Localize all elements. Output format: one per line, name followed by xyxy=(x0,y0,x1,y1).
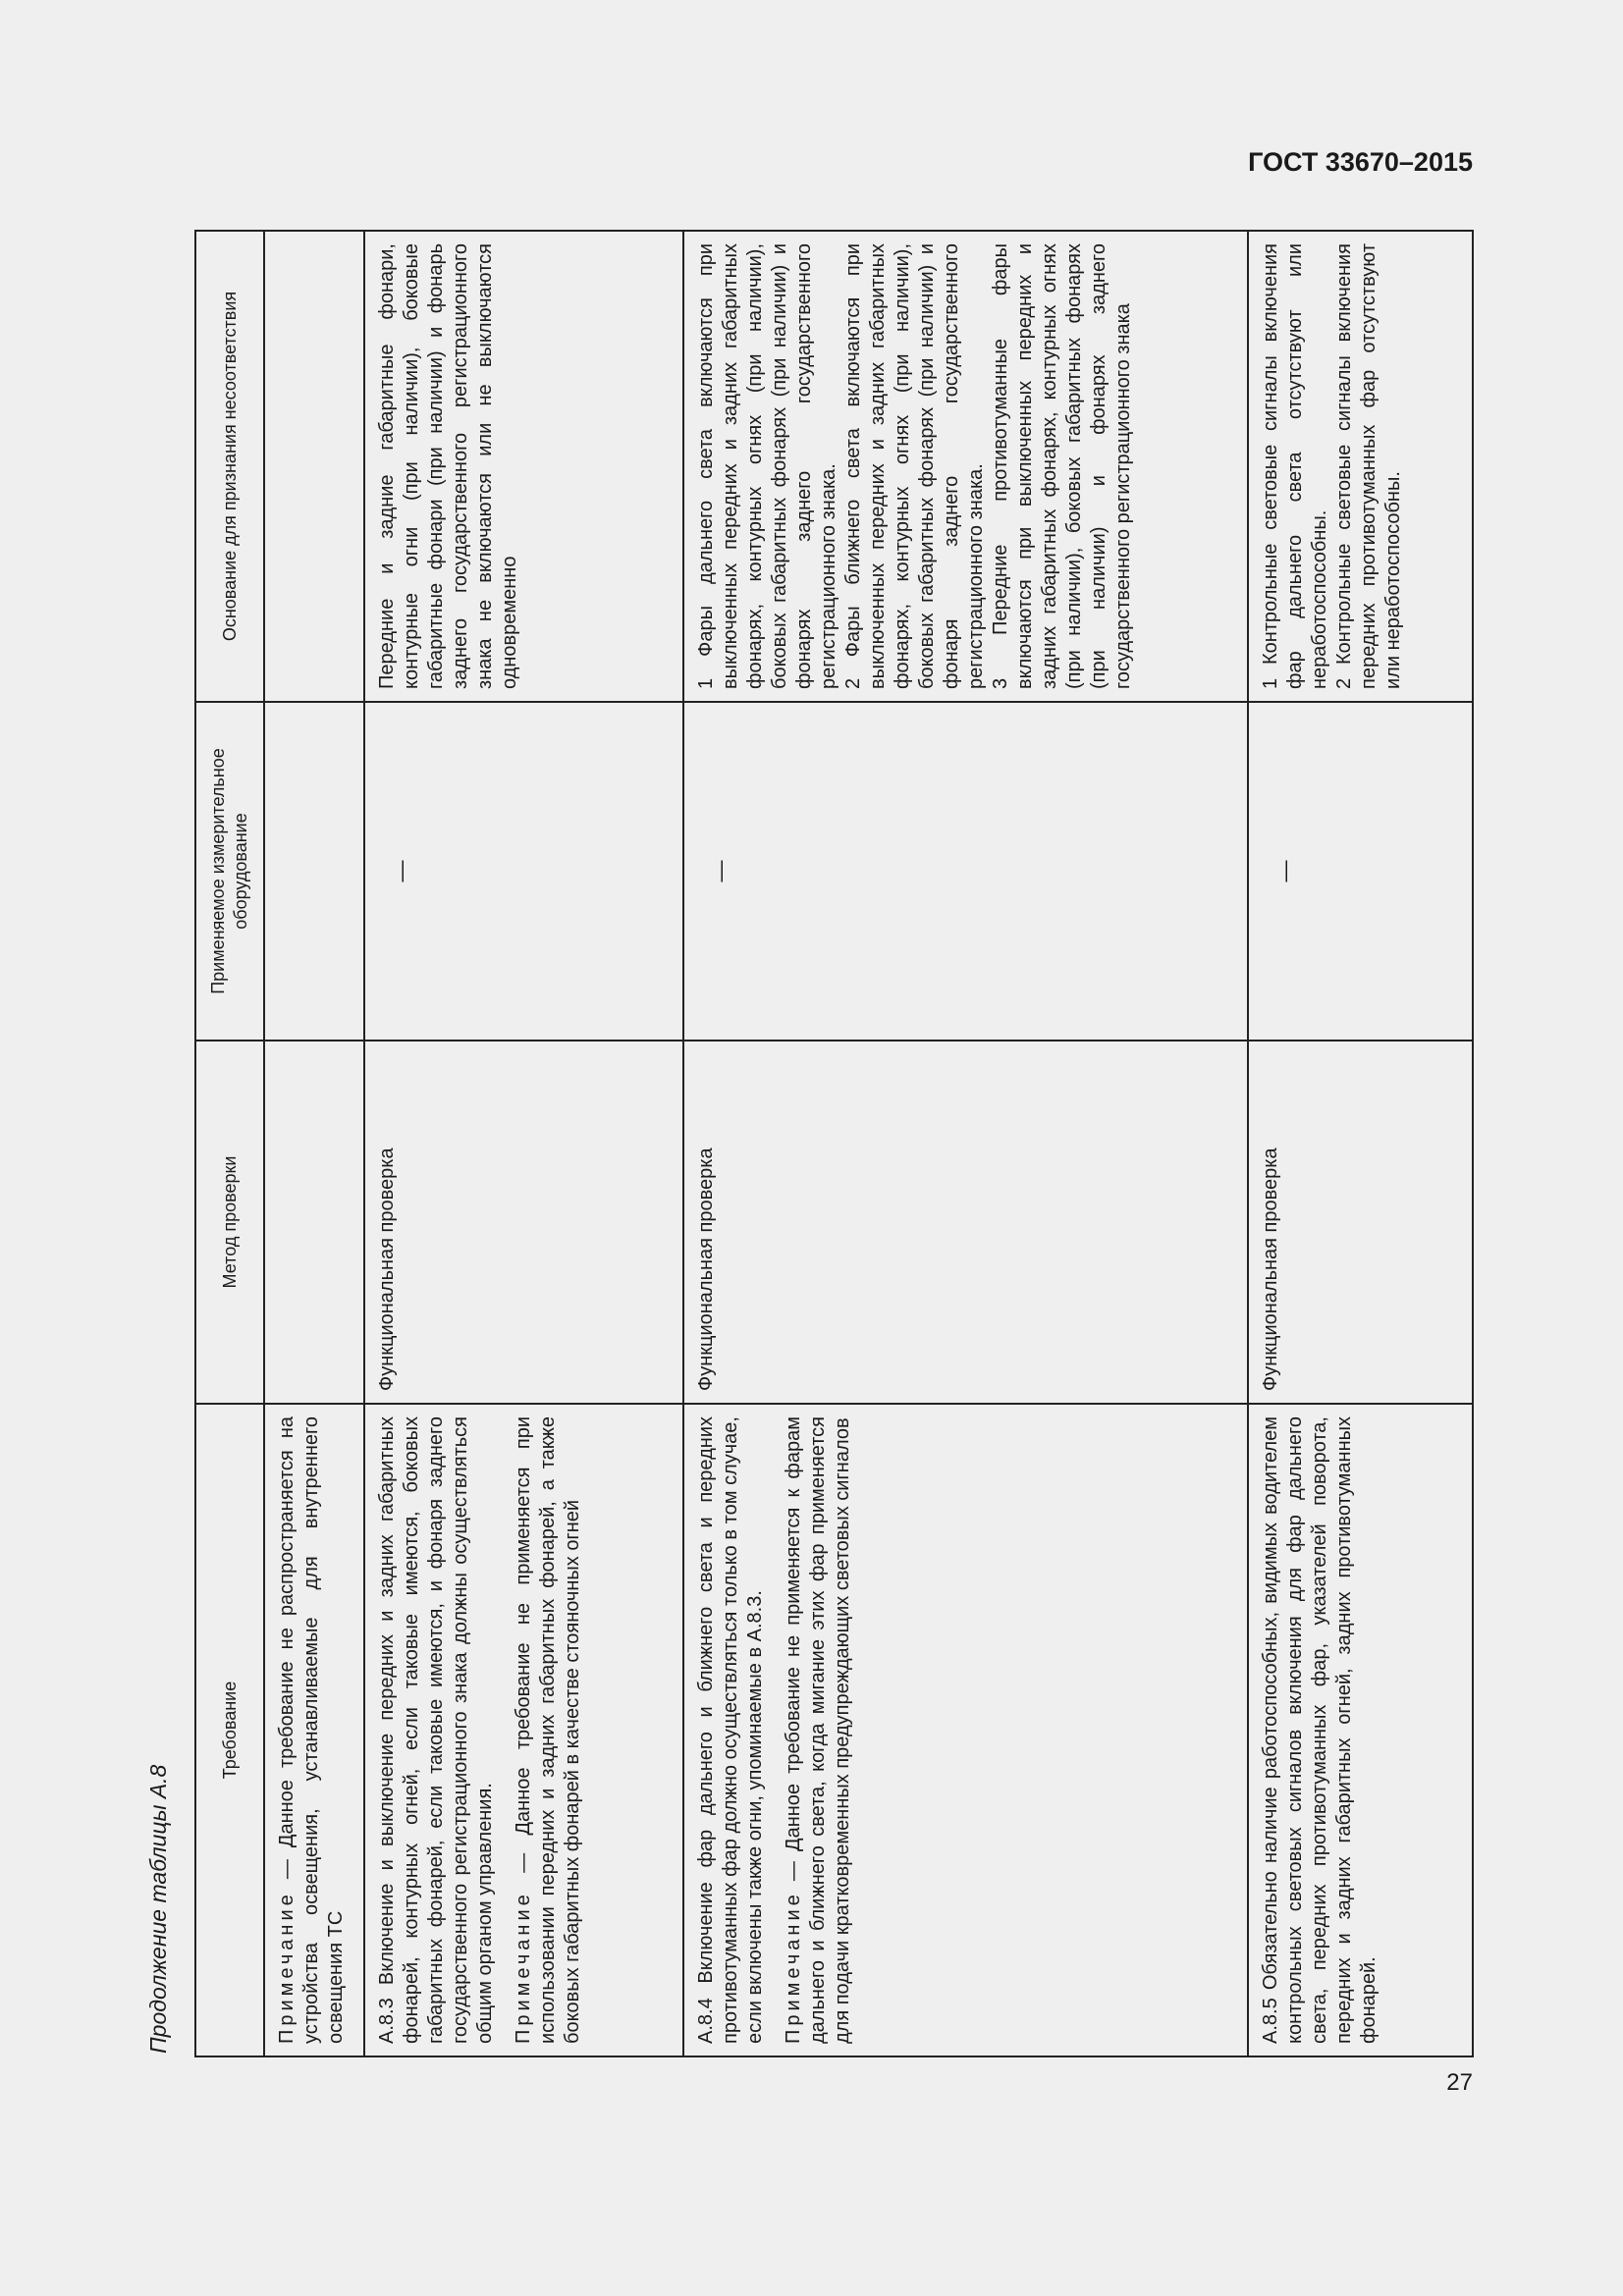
note-label: Примечание xyxy=(783,1891,804,2044)
cell-method: Функциональная проверка xyxy=(683,1041,1248,1404)
table-header-row xyxy=(195,231,264,2056)
requirement-paragraph: А.8.5 Обязательно наличие работоспособных, видимых водителем контрольных световых сигналов включения для фар дальнего света, передних противотуманных фар, указателей поворота, передних и задних габаритных огней, задних противотуманных фонарей. xyxy=(1260,1416,1380,2044)
table-row xyxy=(1248,231,1473,2056)
cell-equipment: — xyxy=(1248,702,1473,1041)
cell-basis xyxy=(683,231,1248,702)
basis-paragraph: 3 Передние противотуманные фары включаются при выключенных передних и задних габаритных фонарях, контурных огнях (при наличии), боковых габаритных фонарях (при наличии) и фонарях заднего государственного регистрационного знака xyxy=(990,243,1134,689)
note-paragraph xyxy=(275,1416,349,2044)
cell-equipment: — xyxy=(364,702,683,1041)
cell-requirement xyxy=(264,1404,364,2056)
header-equipment: Применяемое измерительное оборудование xyxy=(195,702,264,1041)
table-caption: Продолжение таблицы А.8 xyxy=(145,1764,171,2054)
cell-basis xyxy=(1248,231,1473,702)
cell-method xyxy=(264,1041,364,1404)
cell-basis xyxy=(264,231,364,702)
basis-paragraph: Передние и задние габаритные фонари, контурные огни (при наличии), боковые габаритные фонари (при наличии) и фонарь заднего государственного регистрационного знака не включаются или не выключаются одновременно xyxy=(376,243,520,689)
cell-method: Функциональная проверка xyxy=(1248,1041,1473,1404)
cell-equipment: — xyxy=(683,702,1248,1041)
cell-equipment xyxy=(264,702,364,1041)
header-requirement: Требование xyxy=(195,1404,264,2056)
note-text: — Данное требование не распространяется на устройства освещения, устанавливаемые для внутреннего освещения ТС xyxy=(276,1416,347,2044)
table-row xyxy=(683,231,1248,2056)
note-paragraph xyxy=(782,1416,855,2044)
cell-basis xyxy=(364,231,683,702)
rotated-table-container xyxy=(194,232,1472,2057)
document-id: ГОСТ 33670–2015 xyxy=(1248,147,1473,177)
header-basis: Основание для признания несоответствия xyxy=(195,231,264,702)
basis-paragraph: 1 Контрольные световые сигналы включения фар дальнего света отсутствуют или неработоспособны. xyxy=(1260,243,1330,689)
basis-paragraph: 1 Фары дальнего света включаются при выключенных передних и задних габаритных фонарях, контурных огнях (при наличии), боковых габаритных фонарях (при наличии) и фонарях заднего государственного регистрационного знака. xyxy=(695,243,839,689)
table-row xyxy=(264,231,364,2056)
requirement-paragraph: А.8.4 Включение фар дальнего и ближнего света и передних противотуманных фар должно осуществляться только в том случае, если включены также огни, упоминаемые в А.8.3. xyxy=(695,1416,766,2044)
basis-paragraph: 2 Контрольные световые сигналы включения передних противотуманных фар отсутствуют или неработоспособны. xyxy=(1333,243,1404,689)
cell-requirement xyxy=(683,1404,1248,2056)
note-paragraph xyxy=(512,1416,585,2044)
note-label: Примечание xyxy=(513,1891,534,2044)
basis-paragraph: 2 Фары ближнего света включаются при выключенных передних и задних габаритных фонарях, контурных огнях (при наличии), боковых габаритных фонарях (при наличии) и фонаря заднего государственного регистрационного знака. xyxy=(842,243,987,689)
note-label: Примечание xyxy=(276,1891,298,2044)
cell-method: Функциональная проверка xyxy=(364,1041,683,1404)
requirement-paragraph: А.8.3 Включение и выключение передних и задних габаритных фонарей, контурных огней, если таковые имеются, боковых габаритных фонарей, если таковые имеются, и фонаря заднего государственного регистрационного знака должны осуществляться общим органом управления. xyxy=(376,1416,496,2044)
table-row xyxy=(364,231,683,2056)
page-number: 27 xyxy=(1446,2069,1473,2096)
requirements-table xyxy=(194,230,1474,2057)
cell-requirement xyxy=(1248,1404,1473,2056)
header-method: Метод проверки xyxy=(195,1041,264,1404)
note-text: — Данное требование не применяется к фарам дальнего и ближнего света, когда мигание этих фар применяется для подачи кратковременных предупреждающих световых сигналов xyxy=(783,1416,853,2044)
cell-requirement xyxy=(364,1404,683,2056)
note-text: — Данное требование не применяется при использовании передних и задних габаритных фонарей, а также боковых габаритных фонарей в качестве стояночных огней xyxy=(513,1416,583,2044)
